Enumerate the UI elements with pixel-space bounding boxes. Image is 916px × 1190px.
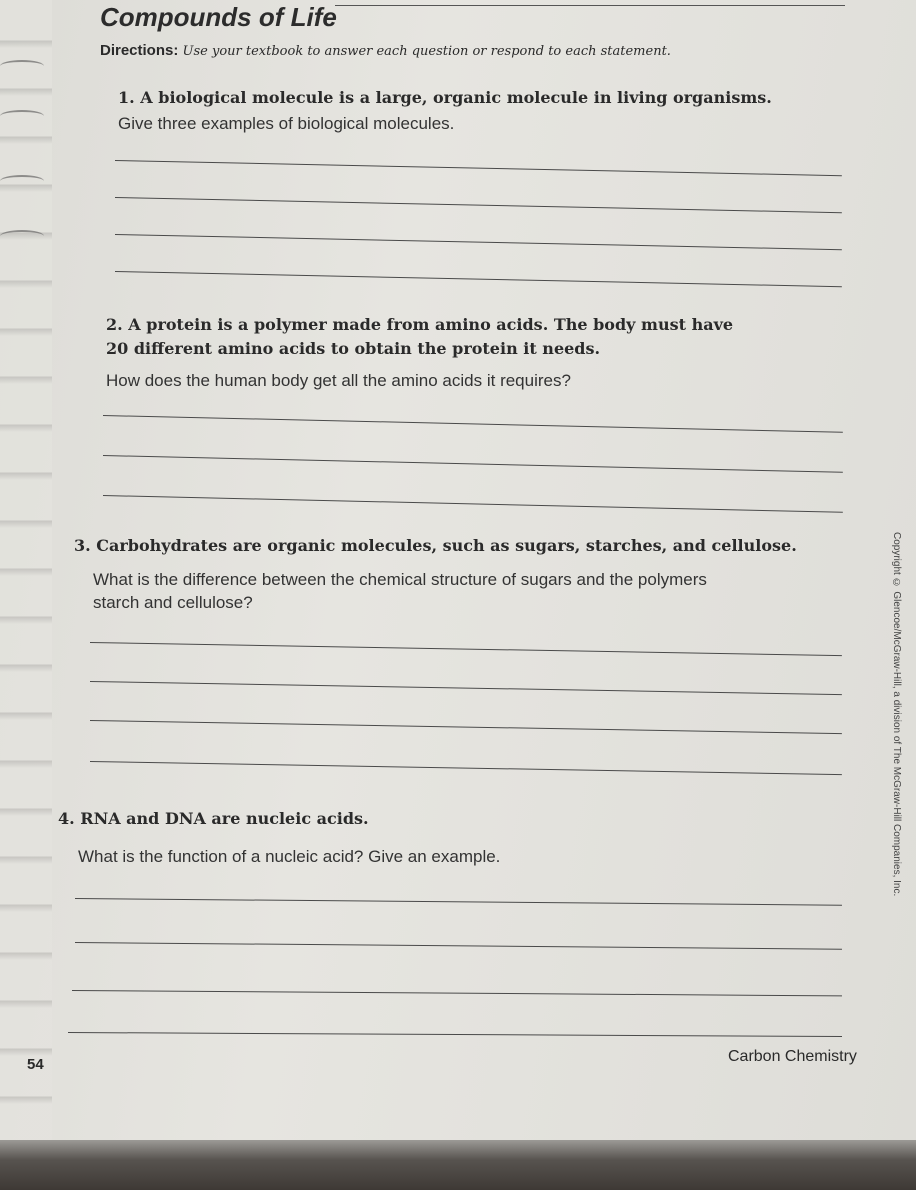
question-3-statement: 3. Carbohydrates are organic molecules, such as sugars, starches, and cellulose. <box>74 536 797 555</box>
binder-ring <box>0 110 44 122</box>
binder-ring <box>0 175 44 187</box>
answer-line[interactable] <box>103 495 843 513</box>
directions-text: Use your textbook to answer each question or respond to each statement. <box>182 44 671 59</box>
directions-label: Directions: <box>100 42 179 59</box>
question-1-prompt: Give three examples of biological molecules. <box>118 114 455 133</box>
question-2-statement-line2: 20 different amino acids to obtain the protein it needs. <box>106 339 601 358</box>
answer-line[interactable] <box>103 455 843 473</box>
answer-line[interactable] <box>90 720 842 734</box>
binder-ring <box>0 60 44 72</box>
chapter-footer: Carbon Chemistry <box>728 1048 857 1065</box>
binder-ring <box>0 230 44 242</box>
answer-line[interactable] <box>75 942 842 950</box>
question-3-prompt-line2: starch and cellulose? <box>93 593 253 612</box>
question-2-statement-line1: 2. A protein is a polymer made from amino acids. The body must have <box>106 315 734 334</box>
answer-line[interactable] <box>90 761 842 775</box>
copyright-notice: Copyright © Glencoe/McGraw-Hill, a division of The McGraw-Hill Companies, Inc. <box>891 532 902 897</box>
question-2-prompt: How does the human body get all the amino acids it requires? <box>106 371 571 390</box>
binding-edge <box>0 0 52 1150</box>
answer-line[interactable] <box>90 642 842 656</box>
answer-line[interactable] <box>90 681 842 695</box>
answer-line[interactable] <box>72 990 842 996</box>
question-3-prompt-line1: What is the difference between the chemical structure of sugars and the polymers <box>93 570 707 589</box>
answer-line[interactable] <box>115 160 842 176</box>
question-1-statement: 1. A biological molecule is a large, organic molecule in living organisms. <box>118 88 772 107</box>
answer-line[interactable] <box>103 415 843 433</box>
answer-line[interactable] <box>68 1032 842 1037</box>
answer-line[interactable] <box>115 197 842 213</box>
question-4-prompt: What is the function of a nucleic acid? Give an example. <box>78 847 501 866</box>
page-title: Compounds of Life <box>100 2 337 32</box>
page-number: 54 <box>27 1056 44 1073</box>
table-surface <box>0 1140 916 1190</box>
question-4-statement: 4. RNA and DNA are nucleic acids. <box>58 809 369 828</box>
answer-line[interactable] <box>115 271 842 287</box>
answer-line[interactable] <box>75 898 842 906</box>
answer-line[interactable] <box>115 234 842 250</box>
header-rule <box>335 5 845 6</box>
directions <box>100 42 671 59</box>
